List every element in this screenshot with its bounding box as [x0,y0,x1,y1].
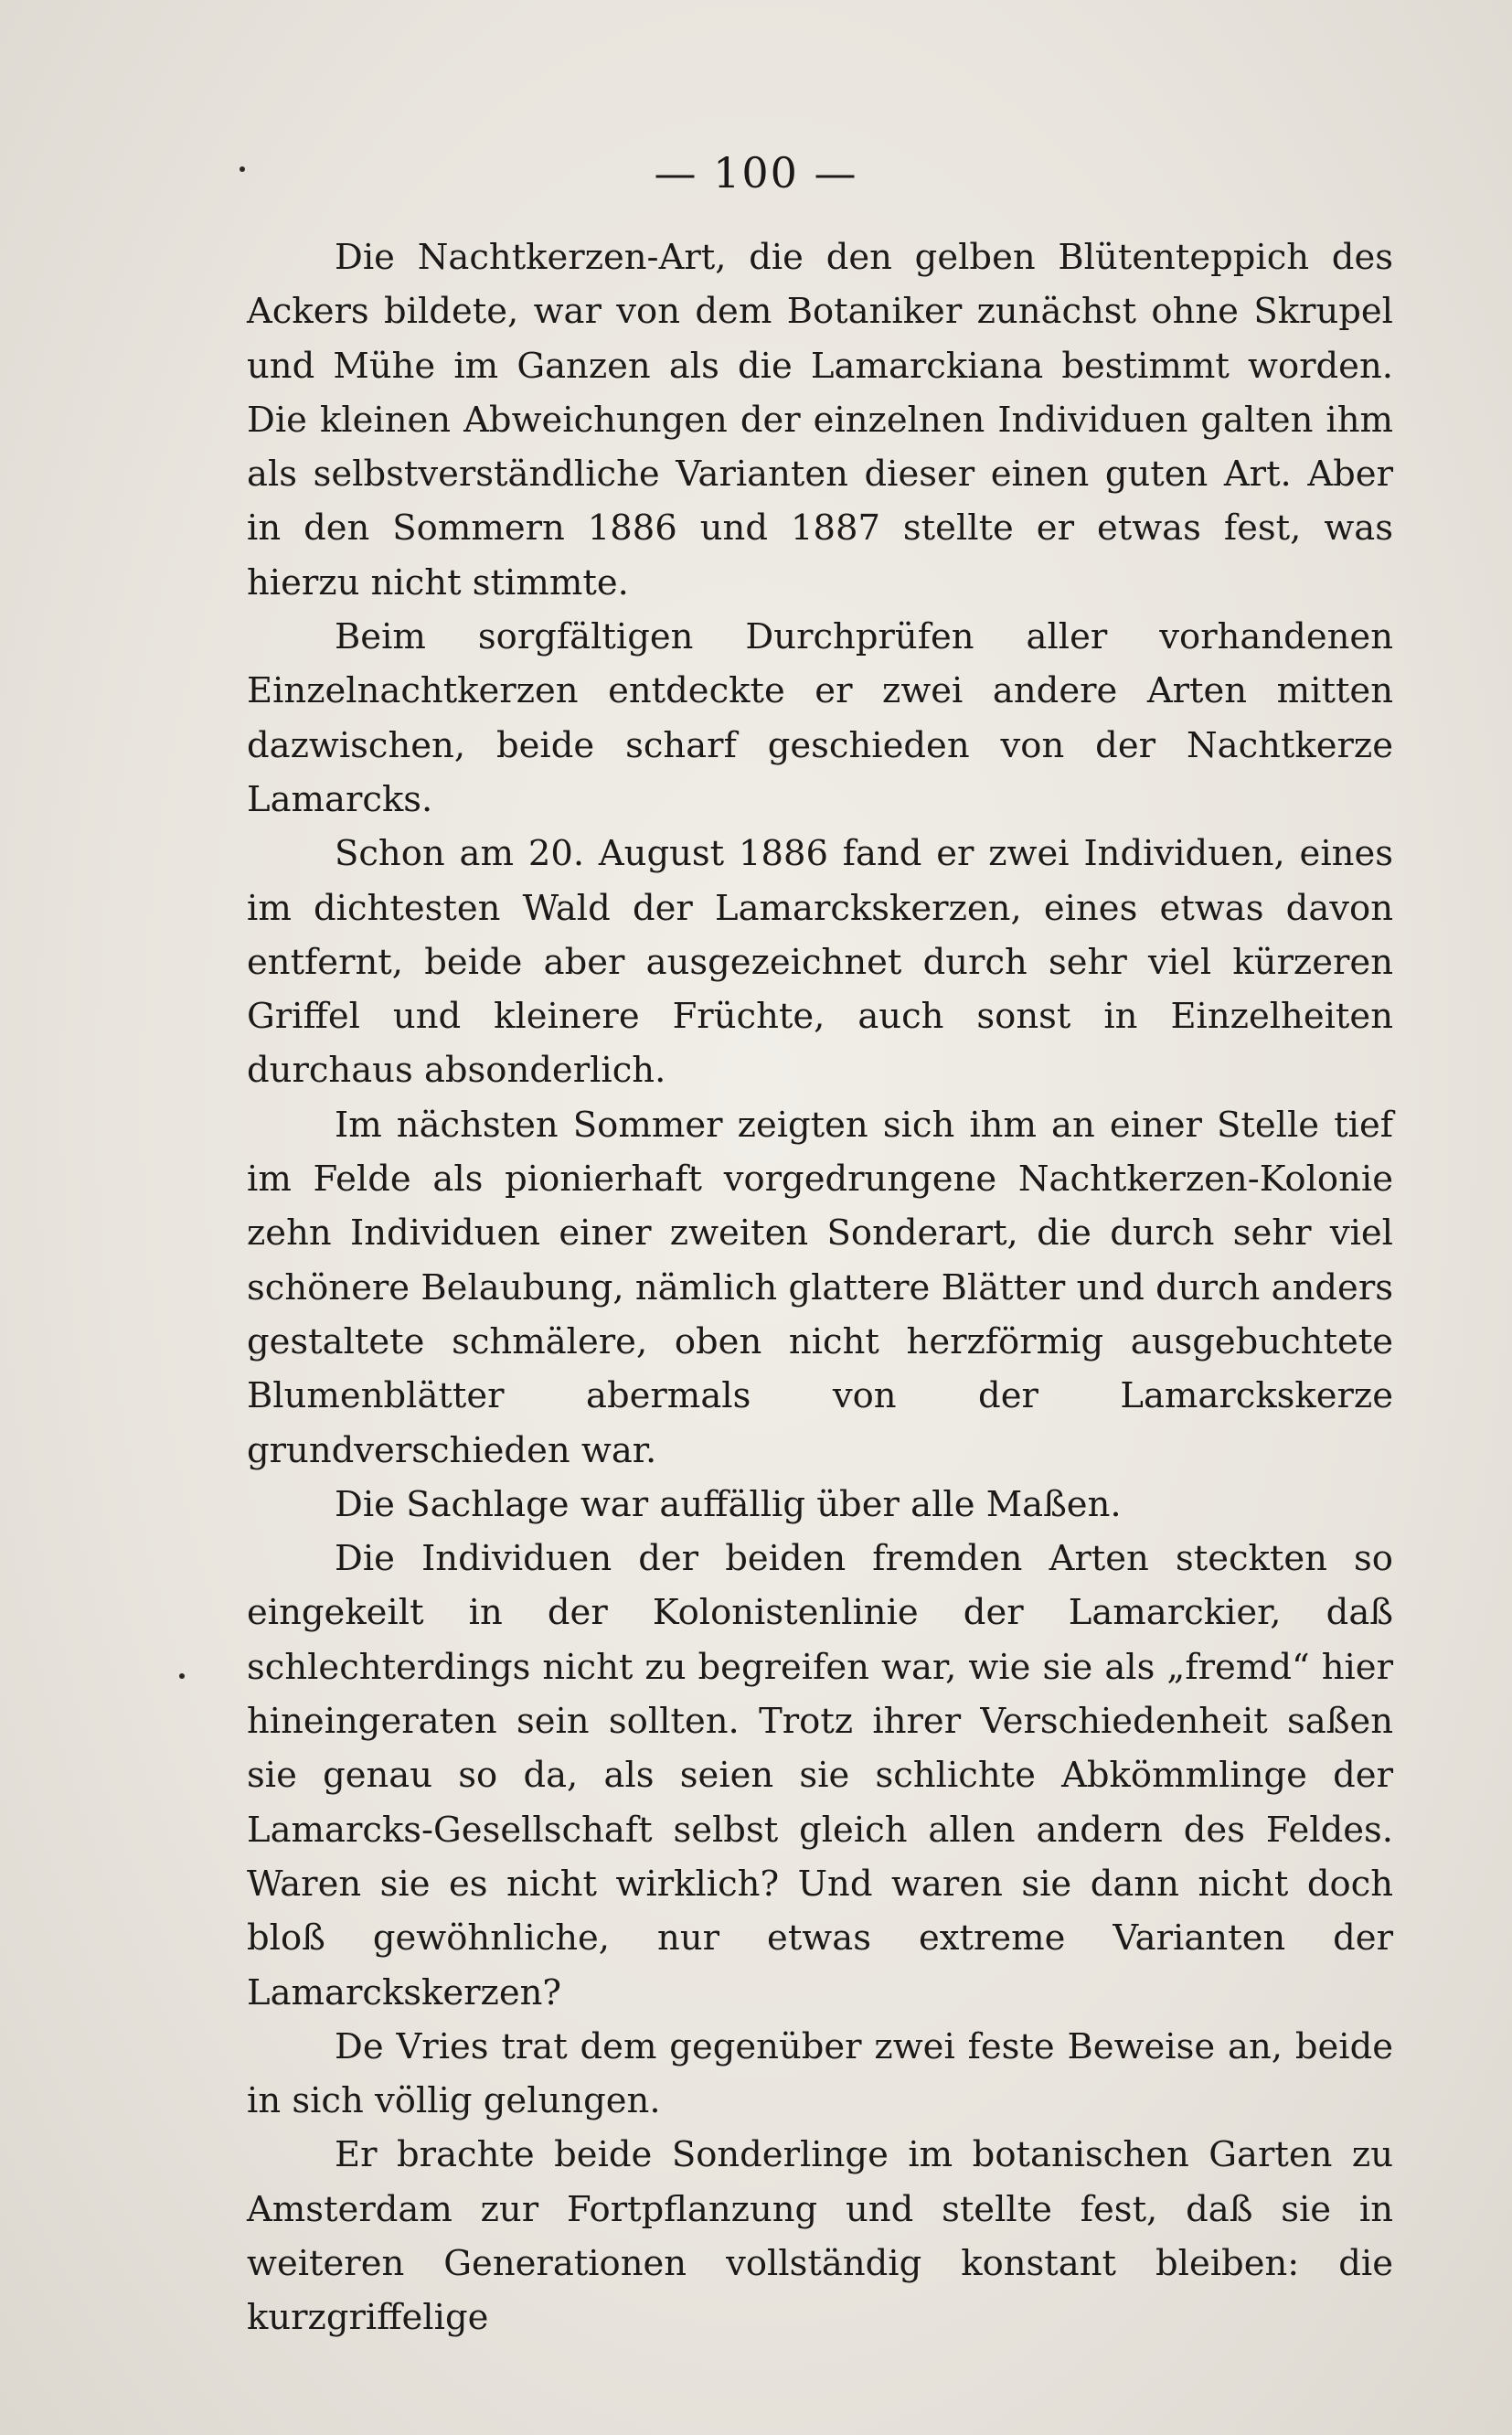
paragraph: Die Individuen der beiden fremden Arten steckten so eingekeilt in der Kolonistenlinie der Lamarckier, daß schlechterdings nicht zu begreifen war, wie sie als „fremd“ hier hineingeraten sein sollten. Trotz ihrer Verschiedenheit saßen sie genau so da, als seien sie schlichte Abkömmlinge der Lamarcks-Gesellschaft selbst gleich allen andern des Feldes. Waren sie es nicht wirklich? Und waren sie dann nicht doch bloß gewöhnliche, nur etwas extreme Varianten der Lamarckskerzen? [247,1538,1393,2013]
paragraph: De Vries trat dem gegenüber zwei feste Beweise an, beide in sich völlig gelungen. [247,2025,1393,2122]
paragraph: Die Sachlage war auffällig über alle Maßen. [335,1483,1122,1525]
page-body [247,230,1393,2345]
paragraph: Im nächsten Sommer zeigten sich ihm an einer Stelle tief im Felde als pionierhaft vorgedrungene Nachtkerzen-Kolonie zehn Individuen einer zweiten Sonderart, die durch sehr viel schönere Belaubung, nämlich glattere Blätter und durch anders gestaltete schmälere, oben nicht herzförmig ausgebuchtete Blumenblätter abermals von der Lamarckskerze grundverschieden war. [247,1104,1393,1471]
paragraph: Schon am 20. August 1886 fand er zwei Individuen, eines im dichtesten Wald der Lamarckskerzen, eines etwas davon entfernt, beide aber ausgezeichnet durch sehr viel kürzeren Griffel und kleinere Früchte, auch sonst in Einzelheiten durchaus absonderlich. [247,833,1393,1092]
paragraph: Er brachte beide Sonderlinge im botanischen Garten zu Amsterdam zur Fortpflanzung und stellte fest, daß sie in weiteren Generationen vollständig konstant bleiben: die kurzgriffelige [247,2134,1393,2339]
ink-speck [240,166,245,172]
ink-speck [179,1673,185,1679]
paragraph: Beim sorgfältigen Durchprüfen aller vorhandenen Einzelnachtkerzen entdeckte er zwei andere Arten mitten dazwischen, beide scharf geschieden von der Nachtkerze Lamarcks. [247,616,1393,820]
paragraph: Die Nachtkerzen-Art, die den gelben Blütenteppich des Ackers bildete, war von dem Botaniker zunächst ohne Skrupel und Mühe im Ganzen als die Lamarckiana bestimmt worden. Die kleinen Abweichungen der einzelnen Individuen galten ihm als selbstverständliche Varianten dieser einen guten Art. Aber in den Sommern 1886 und 1887 stellte er etwas fest, was hierzu nicht stimmte. [247,237,1393,603]
page-number: — 100 — [654,148,858,198]
